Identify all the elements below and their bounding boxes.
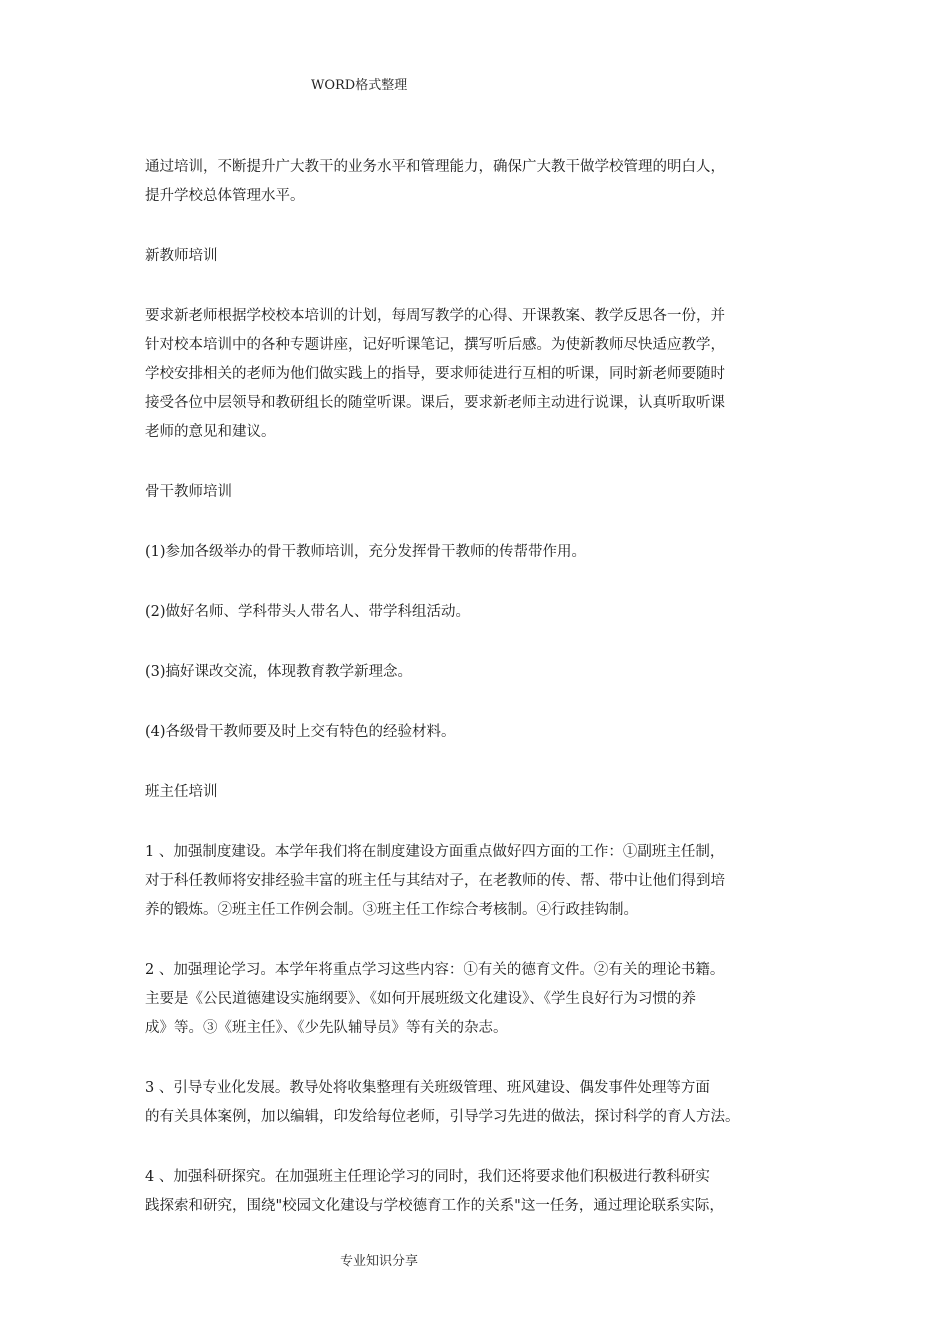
paragraph: [145, 1074, 810, 1132]
text-line: 2 、加强理论学习。本学年将重点学习这些内容：①有关的德育文件。②有关的理论书籍。: [145, 962, 725, 978]
text-line: 通过培训，不断提升广大教干的业务水平和管理能力，确保广大教干做学校管理的明白人，: [145, 159, 725, 175]
text-line: 主要是《公民道德建设实施纲要》、《如何开展班级文化建设》、《学生良好行为习惯的养: [145, 991, 696, 1007]
text-line: 成》等。③《班主任》、《少先队辅导员》等有关的杂志。: [145, 1020, 508, 1036]
paragraph: [145, 838, 810, 925]
text-line: 学校安排相关的老师为他们做实践上的指导，要求师徒进行互相的听课，同时新老师要随时: [145, 366, 725, 382]
paragraph: [145, 153, 810, 211]
text-line: 4 、加强科研探究。在加强班主任理论学习的同时，我们还将要求他们积极进行教科研实: [145, 1169, 710, 1185]
text-line: (4)各级骨干教师要及时上交有特色的经验材料。: [145, 724, 456, 740]
paragraph: [145, 598, 810, 627]
paragraph: [145, 718, 810, 747]
text-line: 班主任培训: [145, 784, 218, 800]
text-line: (3)搞好课改交流，体现教育教学新理念。: [145, 664, 413, 680]
document-body: [145, 153, 810, 1252]
page-footer: 专业知识分享: [340, 1254, 419, 1269]
page-header: WORD格式整理: [311, 78, 408, 93]
section-heading: [145, 478, 810, 507]
paragraph: [145, 956, 810, 1043]
paragraph: [145, 1163, 810, 1221]
paragraph: [145, 658, 810, 687]
text-line: 骨干教师培训: [145, 484, 232, 500]
text-line: (1)参加各级举办的骨干教师培训，充分发挥骨干教师的传帮带作用。: [145, 544, 587, 560]
paragraph: [145, 302, 810, 447]
text-line: 对于科任教师将安排经验丰富的班主任与其结对子，在老教师的传、帮、带中让他们得到培: [145, 873, 725, 889]
text-line: 践探索和研究，围绕"校园文化建设与学校德育工作的关系"这一任务，通过理论联系实际，: [145, 1198, 724, 1214]
text-line: 接受各位中层领导和教研组长的随堂听课。课后，要求新老师主动进行说课，认真听取听课: [145, 395, 725, 411]
paragraph: [145, 538, 810, 567]
text-line: 要求新老师根据学校校本培训的计划，每周写教学的心得、开课教案、教学反思各一份，并: [145, 308, 725, 324]
text-line: 提升学校总体管理水平。: [145, 188, 305, 204]
text-line: 养的锻炼。②班主任工作例会制。③班主任工作综合考核制。④行政挂钩制。: [145, 902, 638, 918]
text-line: 新教师培训: [145, 248, 218, 264]
text-line: 3 、引导专业化发展。教导处将收集整理有关班级管理、班风建设、偶发事件处理等方面: [145, 1080, 710, 1096]
text-line: 针对校本培训中的各种专题讲座，记好听课笔记，撰写听后感。为使新教师尽快适应教学，: [145, 337, 725, 353]
text-line: 1 、加强制度建设。本学年我们将在制度建设方面重点做好四方面的工作：①副班主任制，: [145, 844, 725, 860]
section-heading: [145, 242, 810, 271]
section-heading: [145, 778, 810, 807]
text-line: 的有关具体案例，加以编辑，印发给每位老师，引导学习先进的做法，探讨科学的育人方法。: [145, 1109, 740, 1125]
text-line: (2)做好名师、学科带头人带名人、带学科组活动。: [145, 604, 471, 620]
text-line: 老师的意见和建议。: [145, 424, 276, 440]
